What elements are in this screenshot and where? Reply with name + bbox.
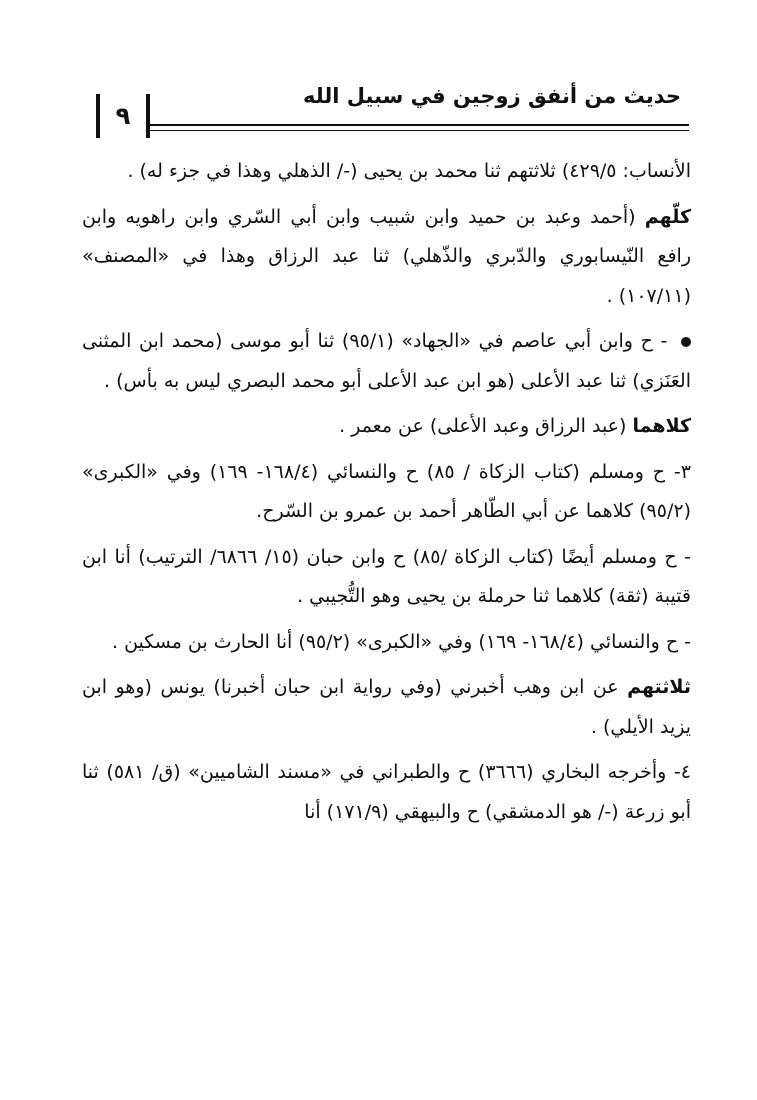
- body-text: [82, 152, 691, 838]
- paragraph-8: [82, 668, 691, 747]
- running-header-title: حديث من أنفق زوجين في سبيل الله: [303, 84, 681, 108]
- paragraph-1: [82, 152, 691, 192]
- paragraph-5-text: ٣- ح ومسلم (كتاب الزكاة / ٨٥) ح والنسائي (١٦٨/٤- ١٦٩) وفي «الكبرى» (٩٥/٢) كلاهما عن أبي الطّاهر أحمد بن عمرو بن السّرح.: [82, 460, 691, 522]
- paragraph-1-text: الأنساب: ٤٢٩/٥) ثلاثتهم ثنا محمد بن يحيى (-/ الذهلي وهذا في جزء له) .: [127, 160, 691, 182]
- paragraph-2-text: (أحمد وعبد بن حميد وابن شبيب وابن أبي السّري وابن راهويه وابن رافع النّيسابوري والدّبري والذّهلي) ثنا عبد الرزاق وهذا في «المصنف» (١٠٧/١١) .: [82, 205, 691, 307]
- paragraph-8-lead: ثلاثتهم: [627, 676, 691, 698]
- paragraph-4: [82, 407, 691, 447]
- paragraph-5: [82, 453, 691, 532]
- paragraph-7: [82, 623, 691, 663]
- paragraph-3: [82, 322, 691, 401]
- paragraph-2-lead: كلّهم: [644, 205, 691, 228]
- paragraph-2: [82, 198, 691, 317]
- paragraph-8-text: عن ابن وهب أخبرني (وفي رواية ابن حبان أخبرنا) يونس (وهو ابن يزيد الأيلي) .: [82, 676, 691, 738]
- page-number-box: [96, 94, 150, 138]
- paragraph-6: [82, 538, 691, 617]
- paragraph-9: [82, 753, 691, 832]
- header-rule: [148, 124, 689, 131]
- paragraph-4-lead: كلاهما: [632, 415, 691, 437]
- paragraph-9-text: ٤- وأخرجه البخاري (٣٦٦٦) ح والطبراني في «مسند الشاميين» (ق/ ٥٨١) ثنا أبو زرعة (-/ هو الدمشقي) ح والبيهقي (١٧١/٩) أنا: [82, 761, 692, 823]
- paragraph-4-text: (عبد الرزاق وعبد الأعلى) عن معمر .: [339, 415, 633, 437]
- bullet-icon: [681, 337, 691, 347]
- page-number: ٩: [115, 102, 131, 130]
- paragraph-7-text: - ح والنسائي (١٦٨/٤- ١٦٩) وفي «الكبرى» (٩٥/٢) أنا الحارث بن مسكين .: [112, 630, 691, 653]
- paragraph-6-text: - ح ومسلم أيضًا (كتاب الزكاة /٨٥) ح وابن حبان (١٥/ ٦٨٦٦/ الترتيب) أنا ابن قتيبة (ثقة) كلاهما ثنا حرملة بن يحيى وهو التُّجيبي .: [82, 545, 691, 607]
- paragraph-3-text: - ح وابن أبي عاصم في «الجهاد» (٩٥/١) ثنا أبو موسى (محمد ابن المثنى العَنَزي) ثنا عبد الأعلى (هو ابن عبد الأعلى أبو محمد البصري ليس به بأس) .: [82, 330, 691, 392]
